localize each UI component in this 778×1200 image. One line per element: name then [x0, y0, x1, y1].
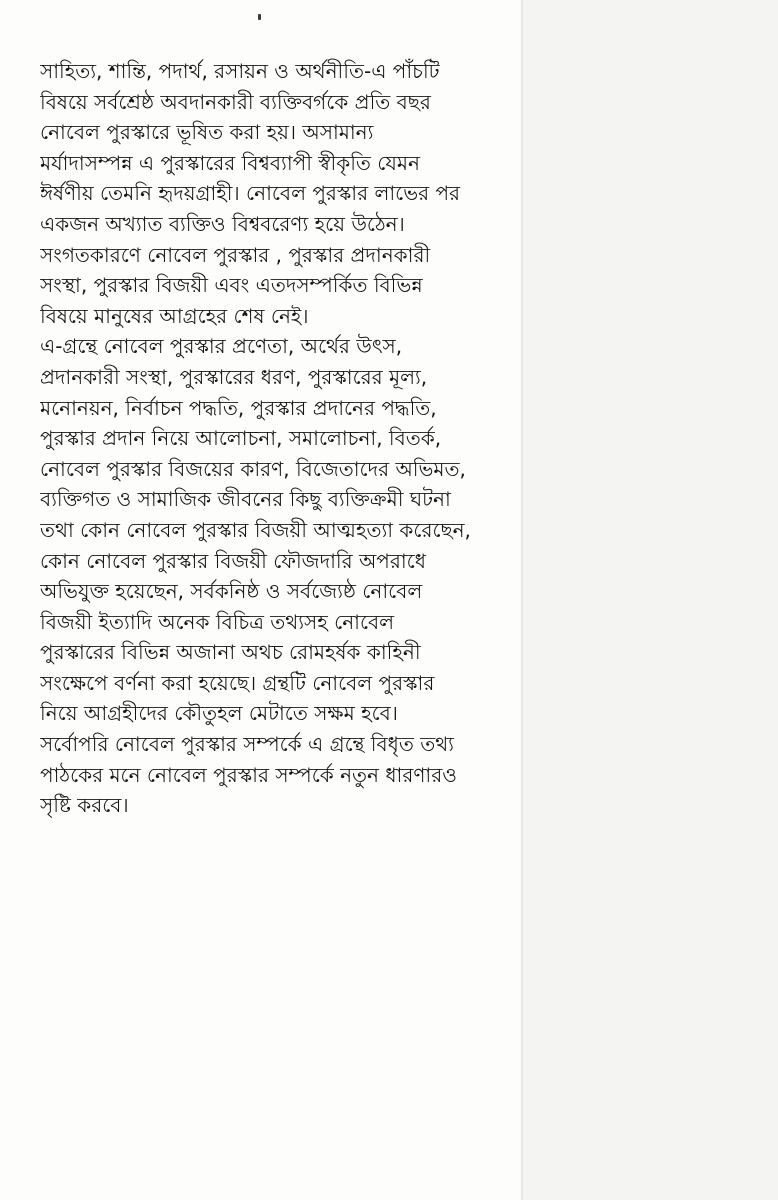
text-line: প্রদানকারী সংস্থা, পুরস্কারের ধরণ, পুরস্কারের মূল্য, [40, 364, 428, 389]
text-line: একজন অখ্যাত ব্যক্তিও বিশ্ববরেণ্য হয়ে উঠেন। [40, 211, 405, 236]
text-line: পুরস্কারের বিভিন্ন অজানা অথচ রোমহর্ষক কাহিনী [40, 640, 421, 665]
text-line: সংস্থা, পুরস্কার বিজয়ী এবং এতদসম্পর্কিত বিভিন্ন [40, 273, 423, 298]
text-line: বিষয়ে মানুষের আগ্রহের শেষ নেই। [40, 303, 309, 328]
text-line: সাহিত্য, শান্তি, পদার্থ, রসায়ন ও অর্থনীতি-এ পাঁচটি [40, 59, 440, 83]
text-line: পাঠকের মনে নোবেল পুরস্কার সম্পর্কে নতুন ধারণারও [40, 762, 457, 787]
text-line: মর্যাদাসম্পন্ন এ পুরস্কারের বিশ্বব্যাপী স্বীকৃতি যেমন [40, 150, 420, 175]
text-line: ব্যক্তিগত ও সামাজিক জীবনের কিছু ব্যক্তিক্রমী ঘটনা [40, 487, 451, 512]
text-line: ঈর্ষণীয় তেমনি হৃদয়গ্রাহী। নোবেল পুরস্কার লাভের পর [40, 181, 461, 206]
body-text [40, 56, 520, 821]
text-line: অভিযুক্ত হয়েছেন, সর্বকনিষ্ঠ ও সর্বজ্যেষ্ঠ নোবেল [40, 579, 423, 604]
text-line: এ-গ্রন্থে নোবেল পুরস্কার প্রণেতা, অর্থের উৎস, [40, 334, 403, 359]
text-line: কোন নোবেল পুরস্কার বিজয়ী ফৌজদারি অপরাধে [40, 548, 426, 573]
text-line: নোবেল পুরস্কার বিজয়ের কারণ, বিজেতাদের অভিমত, [40, 456, 466, 481]
text-line: বিজয়ী ইত্যাদি অনেক বিচিত্র তথ্যসহ নোবেল [40, 609, 395, 634]
text-line: নিয়ে আগ্রহীদের কৌতুহল মেটাতে সক্ষম হবে। [40, 701, 398, 726]
text-line: মনোনয়ন, নির্বাচন পদ্ধতি, পুরস্কার প্রদানের পদ্ধতি, [40, 395, 437, 420]
text-line: সর্বোপরি নোবেল পুরস্কার সম্পর্কে এ গ্রন্থে বিধৃত তথ্য [40, 732, 454, 757]
text-line: নোবেল পুরস্কারে ভূষিত করা হয়। অসামান্য [40, 120, 374, 145]
scan-speck [258, 14, 261, 20]
fold-line [521, 0, 523, 1200]
text-line: সৃষ্টি করবে। [40, 793, 129, 818]
text-line: সংক্ষেপে বর্ণনা করা হয়েছে। গ্রন্থটি নোবেল পুরস্কার [40, 670, 435, 695]
page-margin-fold [522, 0, 778, 1200]
text-line: পুরস্কার প্রদান নিয়ে আলোচনা, সমালোচনা, বিতর্ক, [40, 426, 442, 451]
text-line: সংগতকারণে নোবেল পুরস্কার , পুরস্কার প্রদানকারী [40, 242, 431, 267]
text-line: বিষয়ে সর্বশ্রেষ্ঠ অবদানকারী ব্যক্তিবর্গকে প্রতি বছর [40, 89, 431, 114]
text-line: তথা কোন নোবেল পুরস্কার বিজয়ী আত্মহত্যা করেছেন, [40, 517, 471, 542]
